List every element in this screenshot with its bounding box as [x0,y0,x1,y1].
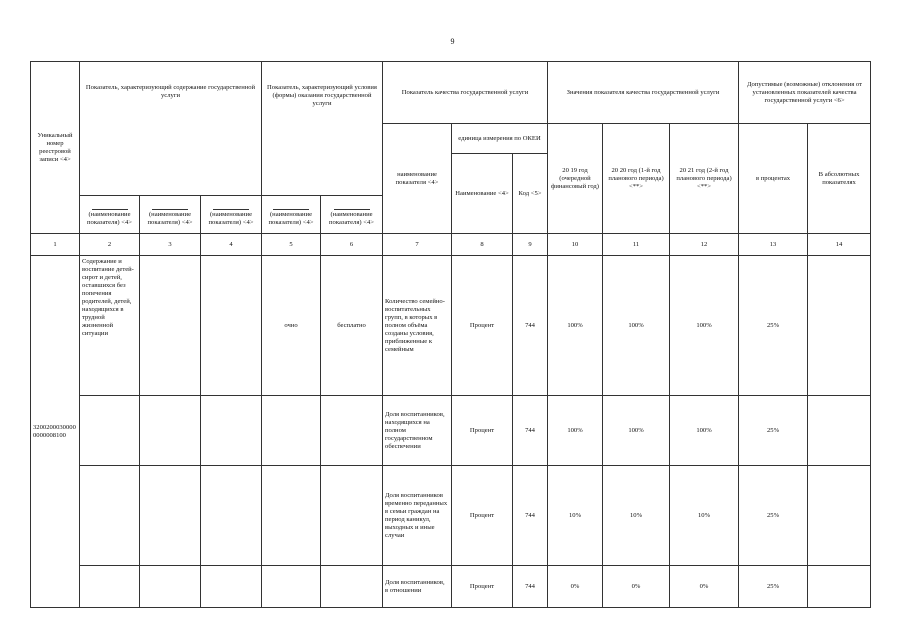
unit-code-cell: 744 [513,466,548,566]
empty-cell [201,256,262,396]
header-okei-code: Код <5> [513,154,548,234]
value-2020-cell: 100% [603,396,670,466]
empty-cell [80,566,140,608]
header-sub-indicator-6: (наименование показателя) <4> [321,196,383,234]
header-deviation-group: Допустимые (возможные) отклонения от установленных показателей качества государственной услуги <6> [739,62,871,124]
indicator-name-cell: Доля воспитанников, находящихся на полном государственном обеспечении [383,396,452,466]
table-row [31,566,871,608]
header-sub-indicator-4: (наименование показателя) <4> [201,196,262,234]
deviation-absolute-cell [808,396,871,466]
header-values-group: Значения показателя качества государственной услуги [548,62,739,124]
deviation-percent-cell: 25% [739,466,808,566]
column-number: 1 [31,234,80,256]
deviation-percent-cell: 25% [739,396,808,466]
empty-cell [201,566,262,608]
condition-form-cell: очно [262,256,321,396]
column-number: 2 [80,234,140,256]
column-number: 10 [548,234,603,256]
header-okei-name: Наименование <4> [452,154,513,234]
indicator-name-cell: Доля воспитанников временно переданных в семьи граждан на период каникул, выходных и иные случаи [383,466,452,566]
value-2021-cell: 0% [670,566,739,608]
column-number: 12 [670,234,739,256]
header-okei-unit: единица измерения по ОКЕИ [452,124,548,154]
header-indicator-name: наименование показателя <4> [383,124,452,234]
header-sub-indicator-3: (наименование показателя) <4> [140,196,201,234]
unit-name-cell: Процент [452,466,513,566]
value-2021-cell: 100% [670,256,739,396]
empty-cell [321,566,383,608]
indicator-name-cell: Количество семейно-воспитательных групп, в которых в полном объёма созданы условия, приближенные к семейным [383,256,452,396]
value-2020-cell: 100% [603,256,670,396]
empty-cell [201,396,262,466]
column-number: 4 [201,234,262,256]
empty-cell [140,566,201,608]
empty-cell [140,256,201,396]
value-2020-cell: 0% [603,566,670,608]
empty-cell [140,396,201,466]
empty-cell [140,466,201,566]
deviation-percent-cell: 25% [739,566,808,608]
indicator-name-cell: Доля воспитанников, в отношении [383,566,452,608]
table-row [31,256,871,396]
column-number: 7 [383,234,452,256]
empty-cell [321,466,383,566]
value-2019-cell: 0% [548,566,603,608]
column-number: 6 [321,234,383,256]
registry-number-cell: 32002000300000000008100 [31,256,80,608]
empty-cell [321,396,383,466]
header-quality-group: Показатель качества государственной услуги [383,62,548,124]
unit-code-cell: 744 [513,396,548,466]
empty-cell [80,396,140,466]
value-2019-cell: 100% [548,396,603,466]
header-content-group: Показатель, характеризующий содержание государственной услуги [80,62,262,196]
header-year-2019: 20 19 год (очередной финансовый год) [548,124,603,234]
deviation-absolute-cell [808,566,871,608]
header-sub-indicator-2: (наименование показателя) <4> [80,196,140,234]
header-year-2021: 20 21 год (2-й год планового периода) <**> [670,124,739,234]
table-row [31,396,871,466]
column-number: 3 [140,234,201,256]
header-year-2020: 20 20 год (1-й год планового периода) <**> [603,124,670,234]
unit-name-cell: Процент [452,566,513,608]
header-registry-number: Уникальный номер реестровой записи <4> [31,62,80,234]
empty-cell [80,466,140,566]
deviation-percent-cell: 25% [739,256,808,396]
condition-payment-cell: бесплатно [321,256,383,396]
empty-cell [262,466,321,566]
value-2021-cell: 100% [670,396,739,466]
value-2020-cell: 10% [603,466,670,566]
value-2019-cell: 10% [548,466,603,566]
page-number: 9 [450,37,455,46]
header-sub-indicator-5: (наименование показателя) <4> [262,196,321,234]
column-number: 11 [603,234,670,256]
column-number: 13 [739,234,808,256]
empty-cell [262,396,321,466]
header-deviation-percent: в процентах [739,124,808,234]
service-content-cell: Содержание и воспитание детей-сирот и детей, оставшихся без попечения родителей, детей, находящихся в трудной жизненной ситуации [80,256,140,396]
header-conditions-group: Показатель, характеризующий условия (формы) оказания государственной услуги [262,62,383,196]
column-number: 14 [808,234,871,256]
unit-code-cell: 744 [513,256,548,396]
deviation-absolute-cell [808,256,871,396]
empty-cell [201,466,262,566]
quality-indicators-table [30,61,871,608]
column-number: 5 [262,234,321,256]
column-numbers-row [31,234,871,256]
table-row [31,466,871,566]
deviation-absolute-cell [808,466,871,566]
unit-code-cell: 744 [513,566,548,608]
column-number: 8 [452,234,513,256]
header-deviation-absolute: В абсолютных показателях [808,124,871,234]
value-2019-cell: 100% [548,256,603,396]
empty-cell [262,566,321,608]
unit-name-cell: Процент [452,396,513,466]
unit-name-cell: Процент [452,256,513,396]
value-2021-cell: 10% [670,466,739,566]
column-number: 9 [513,234,548,256]
